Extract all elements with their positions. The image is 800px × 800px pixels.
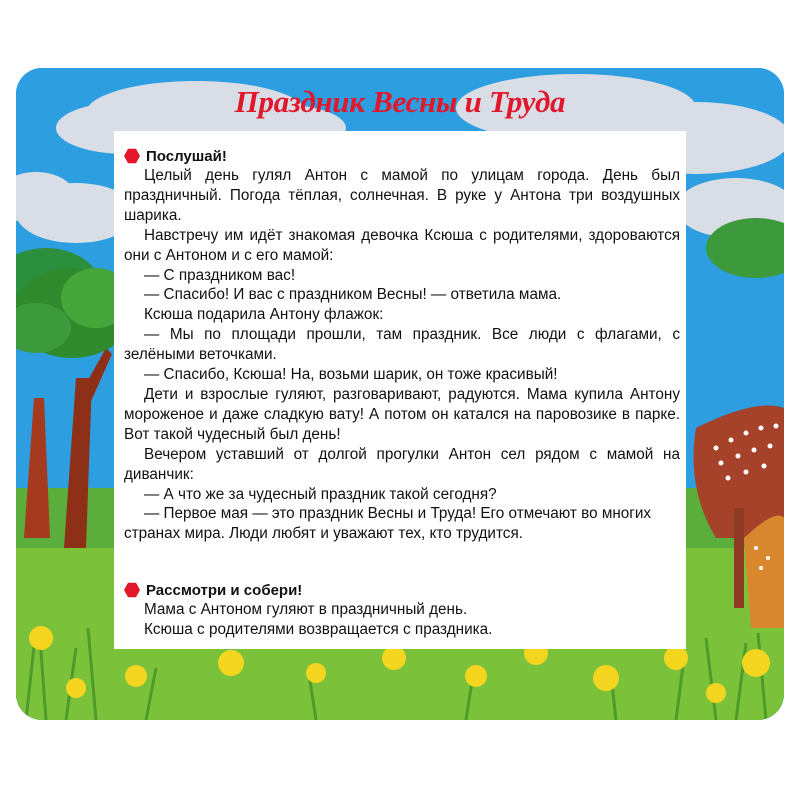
listen-section <box>124 146 680 544</box>
story-paragraph: Ксюша подарила Антону флажок: <box>144 306 384 324</box>
story-paragraph: Навстречу им идёт знакомая девочка Ксюша с родителями, здороваются они с Антоном и с его мамой: <box>124 226 680 264</box>
look-heading: Рассмотри и собери! <box>146 581 303 599</box>
story-paragraph: — Первое мая — это праздник Весны и Труда! Его отмечают во многих странах мира. Люди любят и уважают тех, кто трудится. <box>124 505 652 543</box>
story-paragraph: — Спасибо, Ксюша! На, возьми шарик, он тоже красивый! <box>144 366 558 384</box>
story-paragraph: Дети и взрослые гуляют, разговаривают, радуются. Мама купила Антону мороженое и даже сладкую вату! А потом он катался на паровозике в парке. Вот такой чудесный был день! <box>124 385 680 443</box>
hexagon-marker-icon <box>124 582 140 598</box>
listen-heading-row <box>124 146 680 166</box>
hexagon-marker-icon <box>124 148 140 164</box>
listen-heading: Послушай! <box>146 147 227 165</box>
story-paragraph: — А что же за чудесный праздник такой сегодня? <box>144 485 497 503</box>
task-paragraph: Ксюша с родителями возвращается с праздника. <box>144 620 493 638</box>
story-paragraph: Целый день гулял Антон с мамой по улицам города. День был праздничный. Погода тёплая, солнечная. В руке у Антона три воздушных шарика. <box>124 167 680 224</box>
story-paragraph: — Мы по площади прошли, там праздник. Все люди с флагами, с зелёными веточками. <box>124 326 680 364</box>
page-title: Праздник Весны и Труда <box>234 84 566 119</box>
story-paragraph: — С праздником вас! <box>144 266 296 284</box>
look-section <box>124 580 680 640</box>
story-paragraph: Вечером уставший от долгой прогулки Антон сел рядом с мамой на диванчик: <box>124 445 680 483</box>
look-heading-row <box>124 580 680 600</box>
task-paragraph: Мама с Антоном гуляют в праздничный день. <box>144 601 468 618</box>
story-paragraph: — Спасибо! И вас с праздником Весны! — ответила мама. <box>144 286 562 304</box>
